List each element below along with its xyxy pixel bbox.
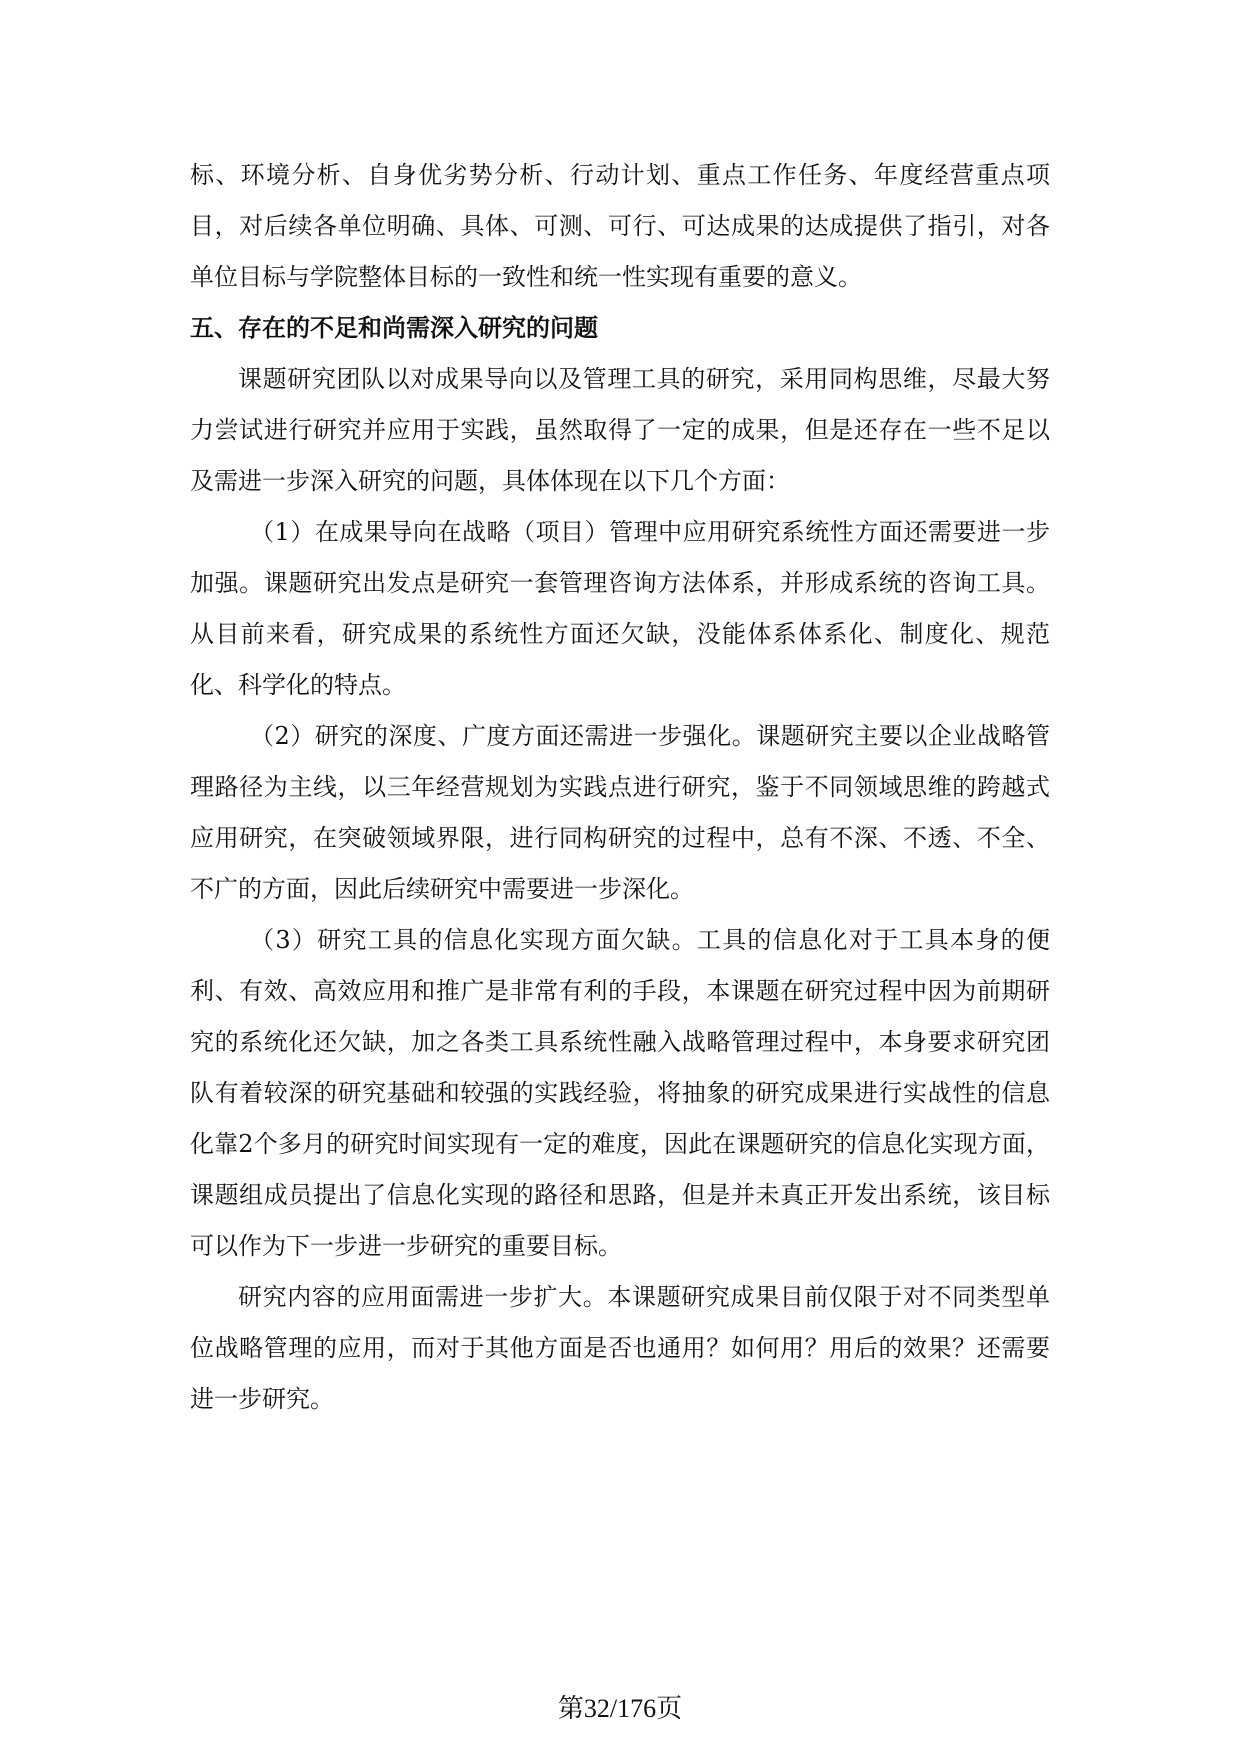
paragraph-item-1: （1）在成果导向在战略（项目）管理中应用研究系统性方面还需要进一步加强。课题研究出发点是研究一套管理咨询方法体系，并形成系统的咨询工具。从目前来看，研究成果的系统性方面还欠缺，没能体系体系化、制度化、规范化、科学化的特点。 xyxy=(190,518,1050,699)
paragraph-intro: 课题研究团队以对成果导向以及管理工具的研究，采用同构思维，尽最大努力尝试进行研究并应用于实践，虽然取得了一定的成果，但是还存在一些不足以及需进一步深入研究的问题，具体体现在以下几个方面： xyxy=(190,365,1050,495)
section-heading: 五、存在的不足和尚需深入研究的问题 xyxy=(190,314,598,342)
paragraph-continuation: 标、环境分析、自身优劣势分析、行动计划、重点工作任务、年度经营重点项目，对后续各单位明确、具体、可测、可行、可达成果的达成提供了指引，对各单位目标与学院整体目标的一致性和统一性实现有重要的意义。 xyxy=(190,161,1050,291)
page-number: 第32/176页 xyxy=(557,1694,683,1723)
paragraph-item-2: （2）研究的深度、广度方面还需进一步强化。课题研究主要以企业战略管理路径为主线，以三年经营规划为实践点进行研究，鉴于不同领域思维的跨越式应用研究，在突破领域界限，进行同构研究的过程中，总有不深、不透、不全、不广的方面，因此后续研究中需要进一步深化。 xyxy=(190,722,1050,903)
paragraph-item-3: （3）研究工具的信息化实现方面欠缺。工具的信息化对于工具本身的便利、有效、高效应用和推广是非常有利的手段，本课题在研究过程中因为前期研究的系统化还欠缺，加之各类工具系统性融入战略管理过程中，本身要求研究团队有着较深的研究基础和较强的实践经验，将抽象的研究成果进行实战性的信息化靠2个多月的研究时间实现有一定的难度，因此在课题研究的信息化实现方面，课题组成员提出了信息化实现的路径和思路，但是并未真正开发出系统，该目标可以作为下一步进一步研究的重要目标。 xyxy=(190,926,1050,1260)
document-body xyxy=(190,150,1050,1425)
paragraph-application: 研究内容的应用面需进一步扩大。本课题研究成果目前仅限于对不同类型单位战略管理的应用，而对于其他方面是否也通用？如何用？用后的效果？还需要进一步研究。 xyxy=(190,1283,1050,1413)
